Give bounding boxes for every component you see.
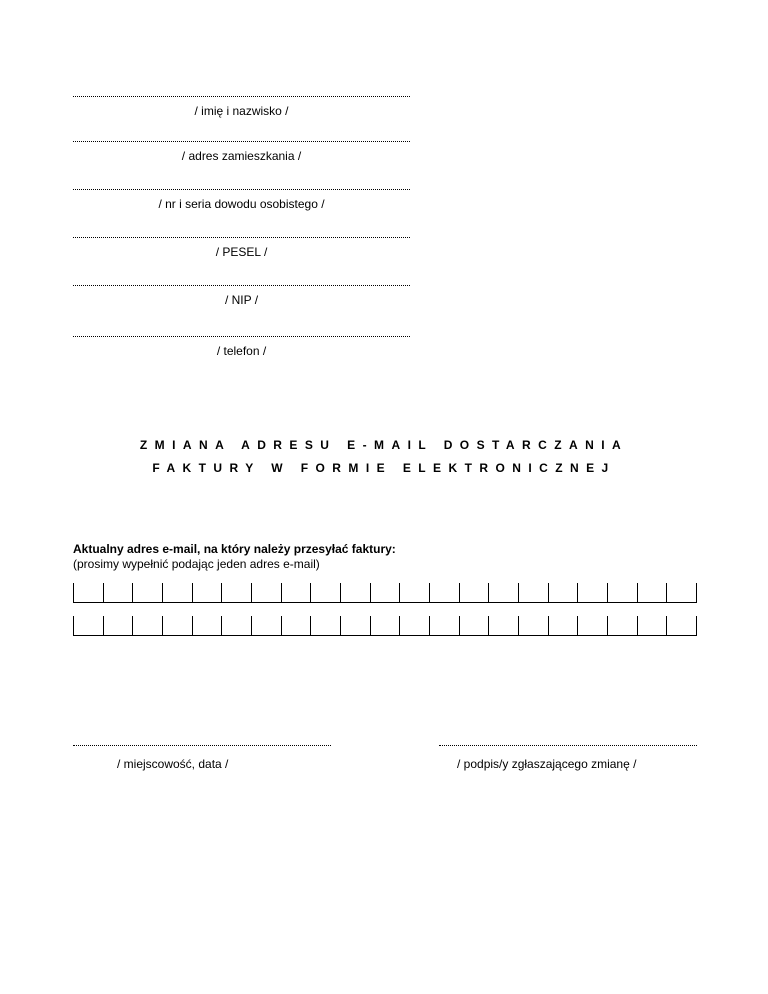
email-char-cell[interactable]: [519, 583, 549, 602]
email-char-cell[interactable]: [549, 616, 579, 635]
email-char-cell[interactable]: [519, 616, 549, 635]
email-char-cell[interactable]: [163, 616, 193, 635]
email-char-cell[interactable]: [282, 616, 312, 635]
email-char-cell[interactable]: [193, 616, 223, 635]
email-char-cell[interactable]: [549, 583, 579, 602]
email-char-cell[interactable]: [667, 583, 697, 602]
dotted-line[interactable]: [439, 745, 697, 746]
field-full-name[interactable]: [73, 96, 410, 118]
email-char-cell[interactable]: [667, 616, 697, 635]
dotted-line[interactable]: [73, 285, 410, 286]
field-pesel[interactable]: [73, 237, 410, 259]
email-char-cell[interactable]: [489, 583, 519, 602]
field-label-phone: / telefon /: [216, 344, 267, 358]
place-date-label: / miejscowość, data /: [117, 757, 229, 771]
place-date-field[interactable]: [73, 745, 331, 771]
dotted-line[interactable]: [73, 336, 410, 337]
field-phone[interactable]: [73, 336, 410, 358]
email-char-cell[interactable]: [371, 616, 401, 635]
field-label-address: / adres zamieszkania /: [181, 149, 302, 163]
email-char-cell[interactable]: [252, 583, 282, 602]
field-label-nip: / NIP /: [224, 293, 259, 307]
field-label-id-card: / nr i seria dowodu osobistego /: [158, 197, 325, 211]
email-char-cell[interactable]: [638, 583, 668, 602]
email-char-cell[interactable]: [104, 616, 134, 635]
email-char-cell[interactable]: [341, 583, 371, 602]
field-address[interactable]: [73, 141, 410, 163]
email-char-cell[interactable]: [430, 616, 460, 635]
field-nip[interactable]: [73, 285, 410, 307]
dotted-line[interactable]: [73, 237, 410, 238]
email-heading: Aktualny adres e-mail, na który należy przesyłać faktury:: [73, 542, 396, 556]
email-char-cell[interactable]: [74, 616, 104, 635]
email-char-cell[interactable]: [252, 616, 282, 635]
dotted-line[interactable]: [73, 96, 410, 97]
email-char-cell[interactable]: [222, 616, 252, 635]
email-comb-row-2[interactable]: [73, 616, 697, 636]
email-char-cell[interactable]: [133, 616, 163, 635]
email-char-cell[interactable]: [460, 616, 490, 635]
email-comb-row-1[interactable]: [73, 583, 697, 603]
email-char-cell[interactable]: [608, 583, 638, 602]
email-instruction: (prosimy wypełnić podając jeden adres e-mail): [73, 557, 320, 571]
dotted-line[interactable]: [73, 189, 410, 190]
email-char-cell[interactable]: [163, 583, 193, 602]
email-char-cell[interactable]: [341, 616, 371, 635]
email-char-cell[interactable]: [74, 583, 104, 602]
form-title-line-2: FAKTURY W FORMIE ELEKTRONICZNEJ: [152, 461, 616, 475]
email-char-cell[interactable]: [371, 583, 401, 602]
email-char-cell[interactable]: [638, 616, 668, 635]
email-char-cell[interactable]: [489, 616, 519, 635]
email-char-cell[interactable]: [608, 616, 638, 635]
dotted-line[interactable]: [73, 141, 410, 142]
email-char-cell[interactable]: [311, 616, 341, 635]
form-title-line-1: ZMIANA ADRESU E-MAIL DOSTARCZANIA: [139, 438, 629, 452]
email-char-cell[interactable]: [578, 616, 608, 635]
dotted-line[interactable]: [73, 745, 331, 746]
field-id-card[interactable]: [73, 189, 410, 211]
email-char-cell[interactable]: [400, 583, 430, 602]
email-char-cell[interactable]: [104, 583, 134, 602]
signature-label: / podpis/y zgłaszającego zmianę /: [457, 757, 637, 771]
email-char-cell[interactable]: [222, 583, 252, 602]
email-char-cell[interactable]: [460, 583, 490, 602]
email-char-cell[interactable]: [430, 583, 460, 602]
email-char-cell[interactable]: [400, 616, 430, 635]
email-char-cell[interactable]: [193, 583, 223, 602]
email-char-cell[interactable]: [311, 583, 341, 602]
field-label-full-name: / imię i nazwisko /: [194, 104, 289, 118]
signature-field[interactable]: [439, 745, 697, 771]
email-char-cell[interactable]: [282, 583, 312, 602]
email-char-cell[interactable]: [133, 583, 163, 602]
email-char-cell[interactable]: [578, 583, 608, 602]
field-label-pesel: / PESEL /: [215, 245, 268, 259]
